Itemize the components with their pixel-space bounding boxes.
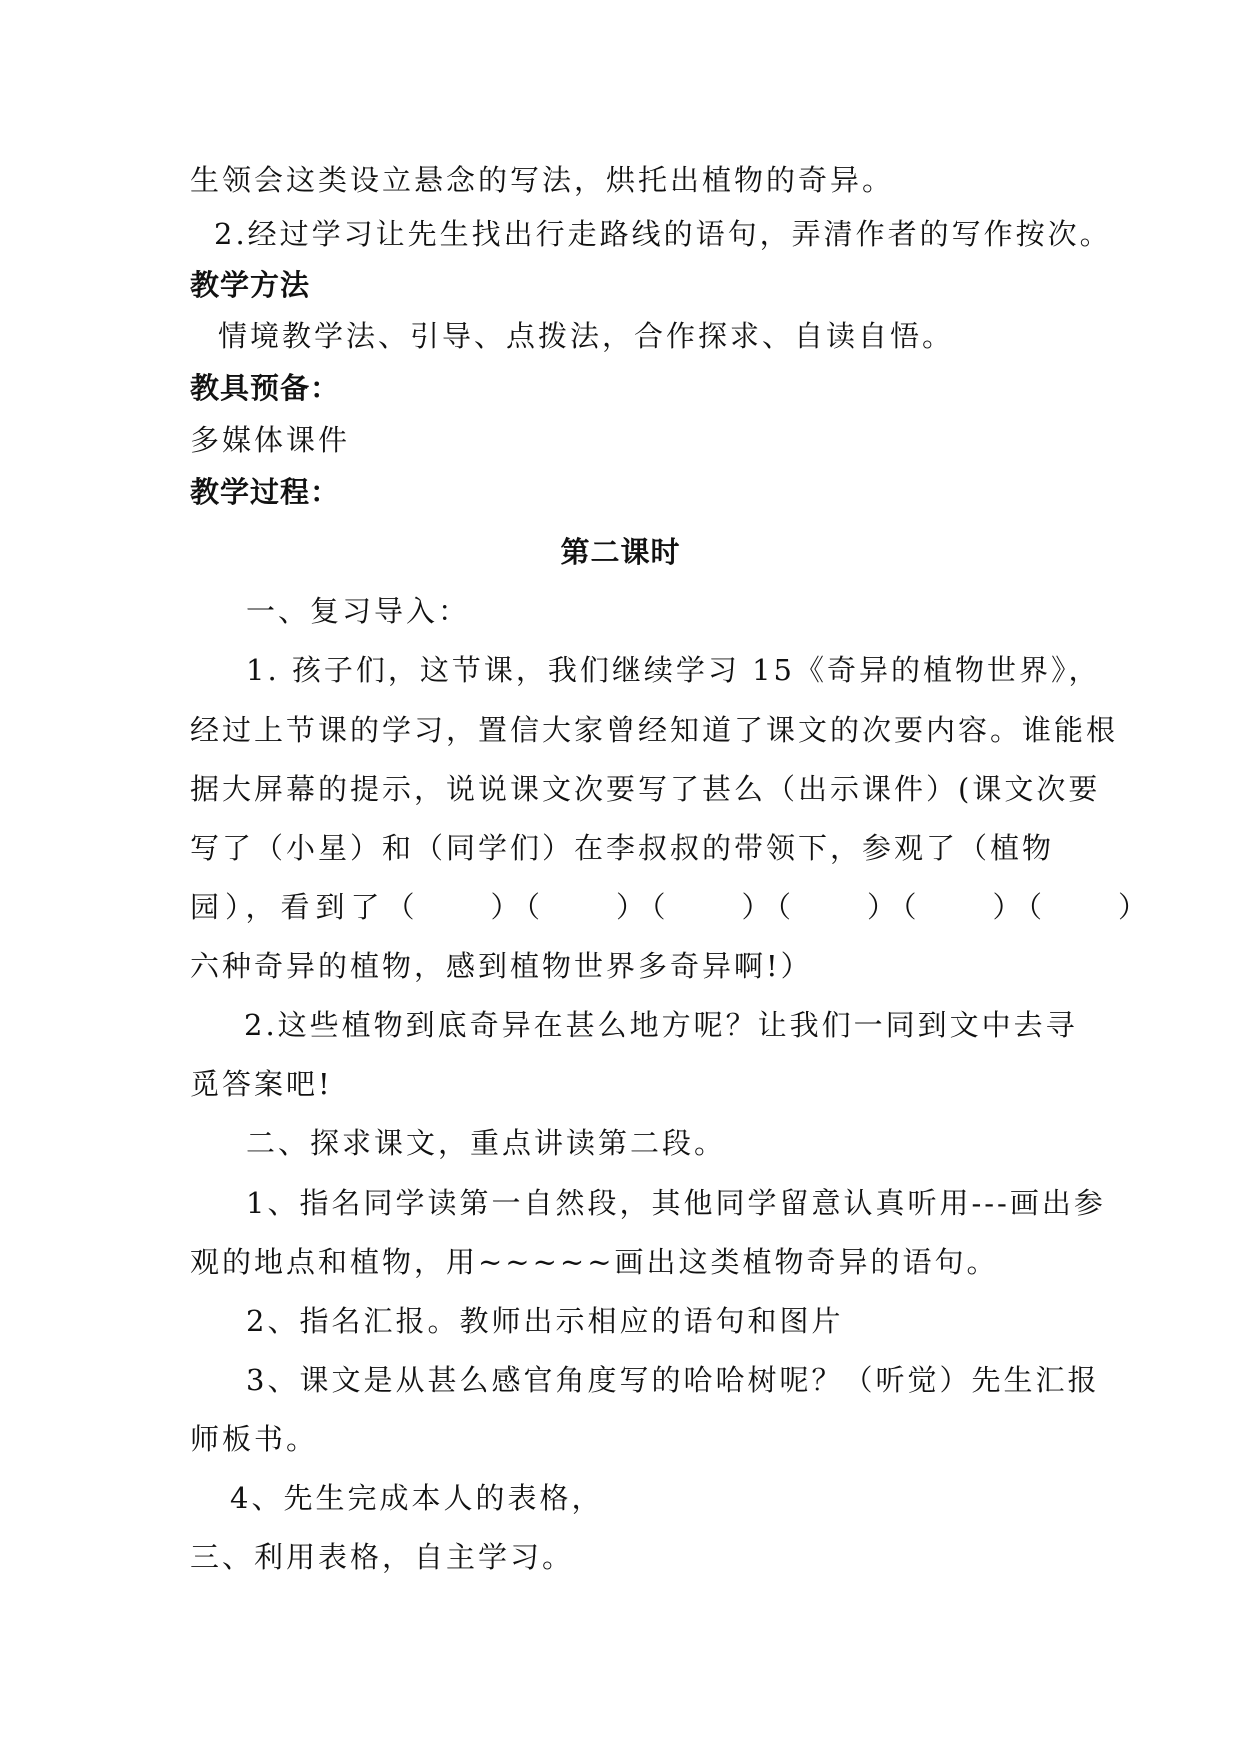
paragraph-line: 师板书。 <box>190 1422 319 1456</box>
paragraph-line: 观的地点和植物，用~~~~~画出这类植物奇异的语句。 <box>190 1245 999 1279</box>
section-heading: 教学过程： <box>190 475 341 509</box>
section-heading: 教具预备： <box>190 371 341 405</box>
paragraph-line: 觅答案吧! <box>190 1067 333 1101</box>
paragraph-line: 一、复习导入： <box>246 594 471 628</box>
paragraph-line: 六种奇异的植物，感到植物世界多奇异啊!） <box>190 949 813 983</box>
paragraph-line: 多媒体课件 <box>190 423 351 457</box>
lesson-title: 第二课时 <box>560 535 681 569</box>
section-heading: 教学方法 <box>190 268 311 302</box>
paragraph-line: 2.这些植物到底奇异在甚么地方呢？让我们一同到文中去寻 <box>244 1008 1078 1042</box>
paragraph-line: 据大屏幕的提示，说说课文次要写了甚么（出示课件）(课文次要 <box>190 772 1101 806</box>
paragraph-line: 二、探求课文，重点讲读第二段。 <box>246 1126 727 1160</box>
paragraph-line: 情境教学法、引导、点拨法，合作探求、自读自悟。 <box>218 319 955 353</box>
paragraph-line: 三、利用表格，自主学习。 <box>190 1540 575 1574</box>
paragraph-line: 1. 孩子们，这节课，我们继续学习 15《奇异的植物世界》， <box>246 653 1101 687</box>
paragraph-line: 写了（小星）和（同学们）在李叔叔的带领下，参观了（植物 <box>190 831 1055 865</box>
paragraph-line: 1、指名同学读第一自然段，其他同学留意认真听用---画出参 <box>246 1186 1106 1220</box>
paragraph-line: 经过上节课的学习，置信大家曾经知道了课文的次要内容。谁能根 <box>190 713 1119 747</box>
paragraph-line: 园），看到了（ ）（ ）（ ）（ ）（ ）（ ） <box>190 890 1154 924</box>
paragraph-line: 生领会这类设立悬念的写法，烘托出植物的奇异。 <box>190 163 895 197</box>
paragraph-line: 4、先生完成本人的表格， <box>230 1481 604 1515</box>
paragraph-line: 2.经过学习让先生找出行走路线的语句，弄清作者的写作按次。 <box>214 217 1112 251</box>
paragraph-line: 2、指名汇报。教师出示相应的语句和图片 <box>246 1304 844 1338</box>
paragraph-line: 3、课文是从甚么感官角度写的哈哈树呢？（听觉）先生汇报 <box>246 1363 1100 1397</box>
